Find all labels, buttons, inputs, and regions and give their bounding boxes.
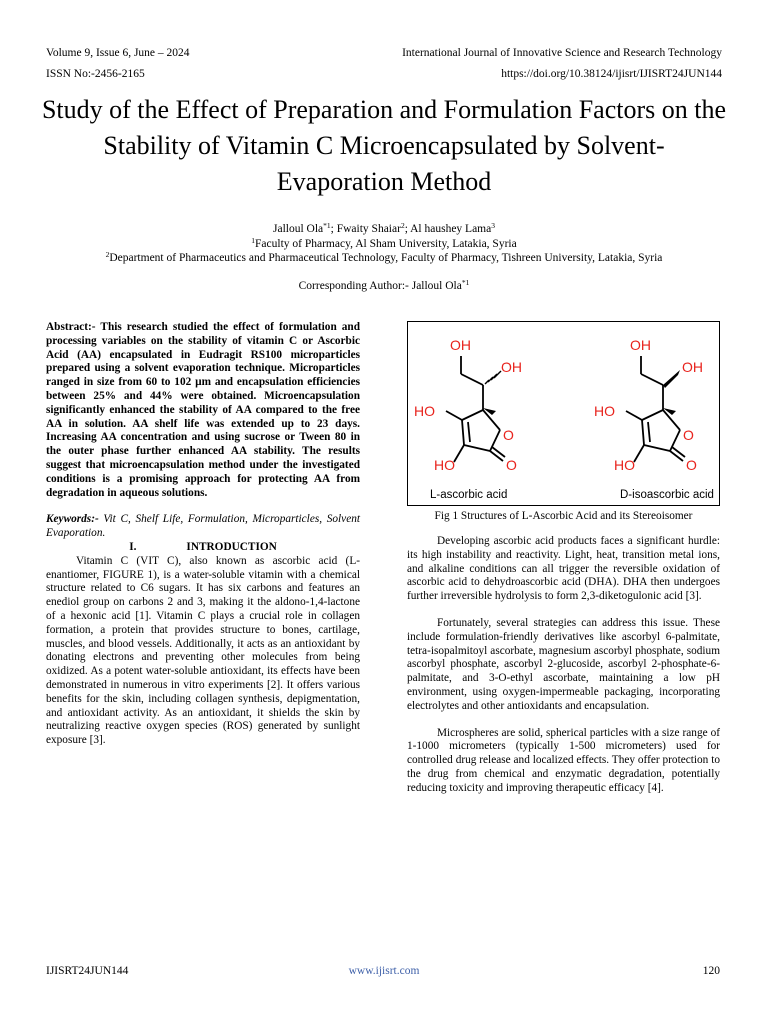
affiliation-1 [24,237,744,251]
paragraph-1: Developing ascorbic acid products faces a significant hurdle: its high instability and reactivity. Light, heat, transition metal ions, and alkaline conditions can all trigger the reversible oxidation of ascorbic acid to dehydroascorbic acid (DHA). DHA then undergoes further irreversible hydrolysis to form 2,3-diketogulonic acid [3]. [407,535,720,603]
journal-volume: Volume 9, Issue 6, June – 2024 [46,47,190,59]
paragraph-3: Microspheres are solid, spherical particles with a size range of 1-1000 micrometers (typically 1-500 micrometers) used for controlled drug release and localized effects. They offer protection to the drug from chemical and enzymatic degradation, potentially reducing toxicity and improving therapeutic efficacy [4]. [407,726,720,794]
atom-label: OH [682,359,703,375]
atom-label: OH [450,337,471,353]
affiliation-2-sup: 2 [105,250,110,259]
journal-issn: ISSN No:-2456-2165 [46,68,145,80]
label-d-isoascorbic: D-isoascorbic acid [620,489,714,501]
journal-name: International Journal of Innovative Science and Research Technology [402,47,722,59]
author-2: ; Fwaity Shaiar [330,223,401,235]
page-number: 120 [702,965,720,977]
atom-label: HO [614,457,635,473]
figure-structures [408,322,719,505]
affiliation-1-sup: 1 [251,236,256,245]
keywords-text: Vit C, Shelf Life, Formulation, Microparticles, Solvent Evaporation. [46,513,360,540]
paper-title: Study of the Effect of Preparation and Formulation Factors on the Stability of Vitamin C Microencapsulated by Solvent-Evaporation Method [41,95,727,196]
author-3: ; Al haushey Lama [404,223,492,235]
corresponding-sup: *1 [461,278,470,287]
left-column [46,321,360,748]
corresponding-text: Corresponding Author:- Jalloul Ola [298,280,462,292]
atom-label: HO [414,403,435,419]
paragraph-2: Fortunately, several strategies can address this issue. These include formulation-friendly derivatives like ascorbyl 6-palmitate, tetra-isopalmitoyl ascorbate, magnesium ascorbyl phosphate, sodium ascorbyl phosphate, ascorbyl 2-glucoside, ascorbyl 2-phosphate-6-palmitate, and 3-O-ethyl ascorbate, maintaining a low pH environment, using oxygen-impermeable packaging, incorporating electrolytes and other antioxidants and encapsulation. [407,616,720,712]
section-number: I. [129,540,137,553]
corresponding-author [24,279,744,293]
atom-label: HO [594,403,615,419]
keywords [46,513,360,541]
figure-caption: Fig 1 Structures of L-Ascorbic Acid and its Stereoisomer [434,510,693,522]
author-1-sup: *1 [323,221,331,230]
author-3-sup: 3 [491,221,495,230]
atom-labels [414,337,703,473]
atom-label: O [503,427,514,443]
abstract-text: This research studied the effect of formulation and processing variables on the stability of vitamin C or Ascorbic Acid (AA) encapsulated in Eudragit RS100 microparticles prepared using a solvent evaporation technique. Microparticles ranged in size from 60 to 102 µm and encapsulation efficiencies between 25% and 44% were obtained. Microencapsulation significantly enhanced the stability of AA compared to the free AA in solution. AA shelf life was extended up to 23 days. Increasing AA concentration and using sucrose or Tween 80 in the outer phase further enhanced AA stability. The results suggest that microencapsulation method under the investigated conditions is a promising approach for protecting AA from degradation in aqueous solutions. [46,321,360,499]
label-l-ascorbic: L-ascorbic acid [430,489,508,501]
affiliation-2 [24,251,744,265]
keywords-label: Keywords:- [46,513,99,526]
footer-site-link[interactable]: www.ijisrt.com [348,965,420,977]
atom-label: HO [434,457,455,473]
intro-paragraph: Vitamin C (VIT C), also known as ascorbic acid (L-enantiomer, FIGURE 1), is a water-soluble vitamin with a chemical structure related to C6 sugars. It has six carbons and features an enediol group on carbons 2 and 3, making it the aldono-1,4-lactone of a hexonic acid [1]. Vitamin C plays a crucial role in collagen formation, a protein that provides structure to bones, cartilage, muscles, and blood vessels. Additionally, it acts as an antioxidant by donating electrons and preventing other molecules from being oxidized. As a potent water-soluble antioxidant, its effects have been demonstrated in numerous in vitro experiments [2]. It offers various benefits for the skin, including collagen synthesis, depigmentation, and antioxidant activity. As an antioxidant, it shields the skin by neutralizing reactive oxygen species (ROS) generated by sunlight exposure [3]. [46,554,360,747]
right-column [407,535,720,796]
section-title: INTRODUCTION [186,540,277,553]
figure-box [407,321,720,506]
affiliation-1-text: Faculty of Pharmacy, Al Sham University, Latakia, Syria [255,238,517,250]
abstract-label: Abstract:- [46,321,96,333]
atom-label: O [506,457,517,473]
atom-label: O [686,457,697,473]
author-2-sup: 2 [400,221,405,230]
atom-label: O [683,427,694,443]
abstract [46,321,360,500]
section-heading [46,541,360,555]
atom-label: OH [630,337,651,353]
author-line [24,222,744,236]
atom-label: OH [501,359,522,375]
footer-code: IJISRT24JUN144 [46,965,129,977]
author-1: Jalloul Ola [273,223,324,235]
doi-link[interactable]: https://doi.org/10.38124/ijisrt/IJISRT24JUN144 [501,68,722,80]
affiliation-2-text: Department of Pharmaceutics and Pharmaceutical Technology, Faculty of Pharmacy, Tishreen University, Latakia, Syria [109,252,663,264]
